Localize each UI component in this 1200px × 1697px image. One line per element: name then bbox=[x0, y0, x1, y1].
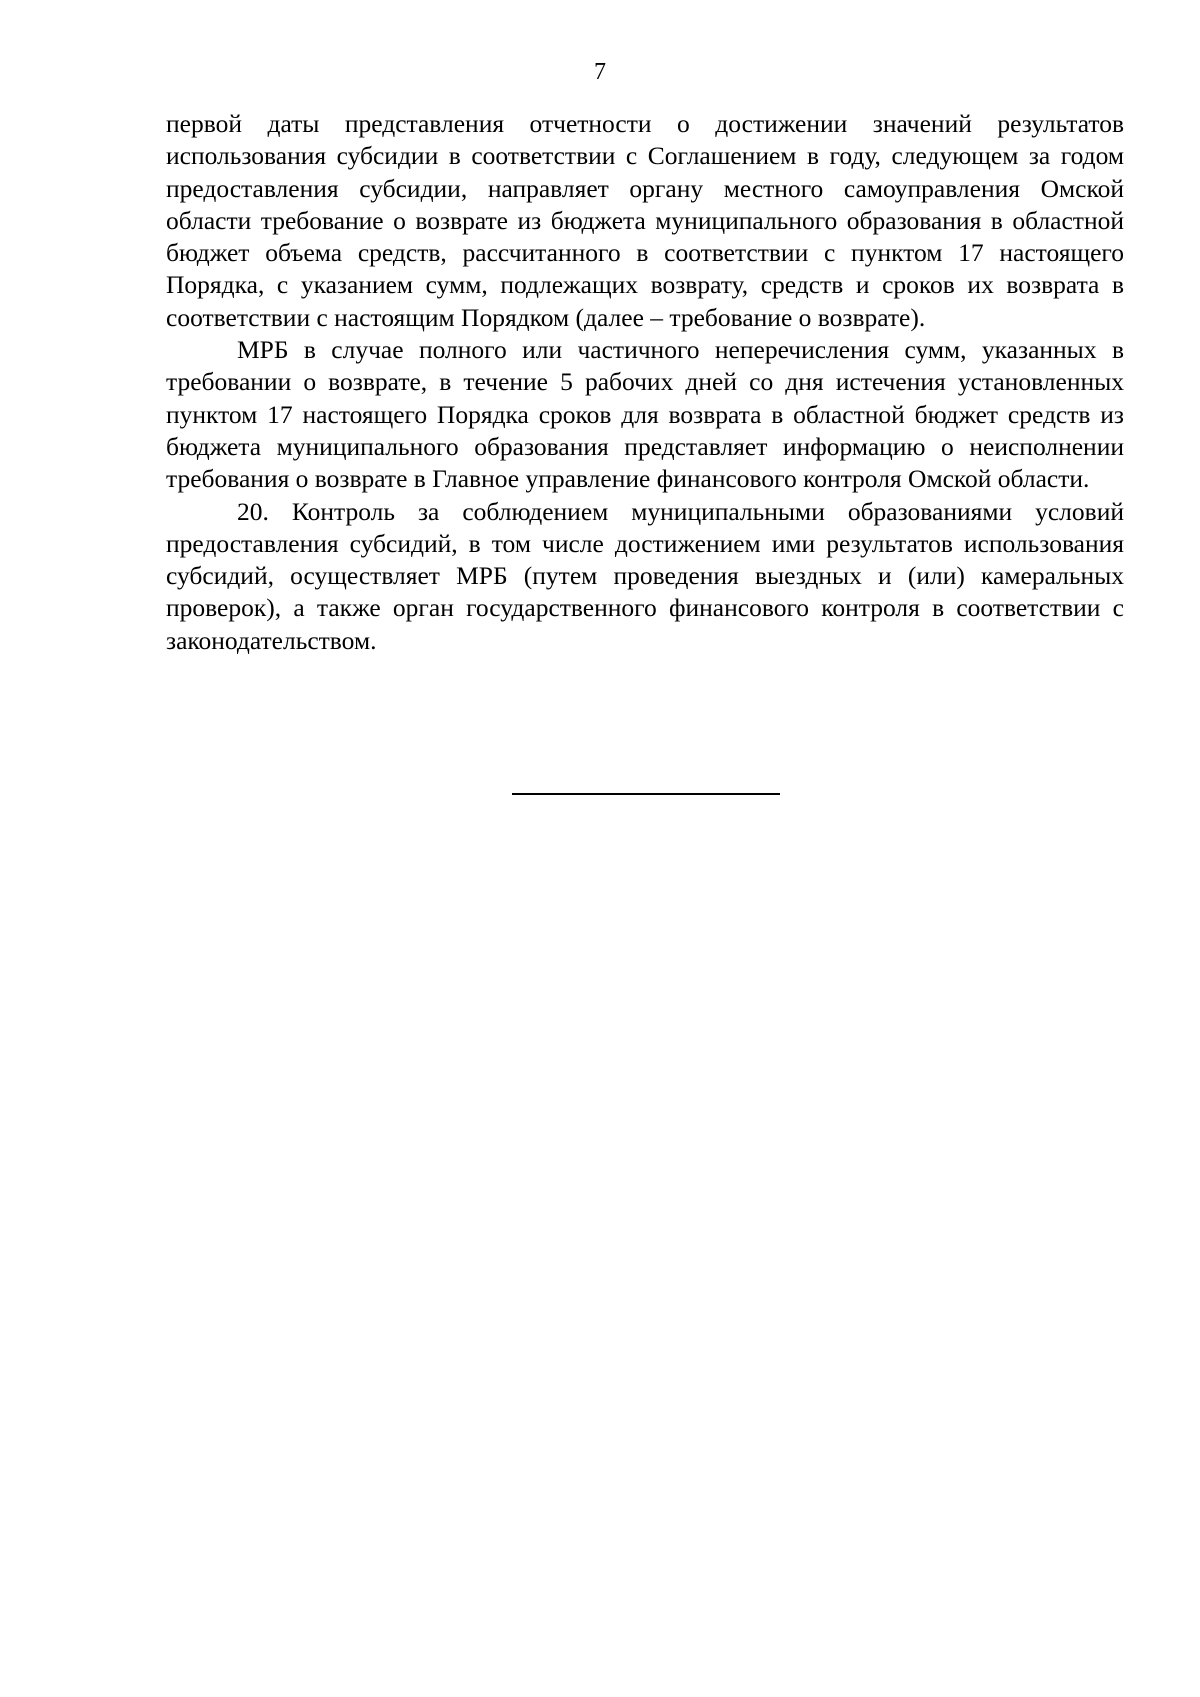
paragraph-mrb-nonpayment: МРБ в случае полного или частичного неперечисления сумм, указанных в требовании о возврате, в течение 5 рабочих дней со дня истечения установленных пунктом 17 настоящего Порядка сроков для возврата в областной бюджет средств из бюджета муниципального образования представляет информацию о неисполнении требования о возврате в Главное управление финансового контроля Омской области. bbox=[166, 335, 1124, 494]
paragraph-20-control: 20. Контроль за соблюдением муниципальными образованиями условий предоставления субсидий, в том числе достижением ими результатов использования субсидий, осуществляет МРБ (путем проведения выездных и (или) камеральных проверок), а также орган государственного финансового контроля в соответствии с законодательством. bbox=[166, 496, 1124, 655]
end-of-document-line bbox=[512, 793, 780, 795]
page-number: 7 bbox=[594, 59, 606, 85]
paragraph-return-requirement: первой даты представления отчетности о достижении значений результатов использования субсидии в соответствии с Соглашением в году, следующем за годом предоставления субсидии, направляет органу местного самоуправления Омской области требование о возврате из бюджета муниципального образования в областной бюджет объема средств, рассчитанного в соответствии с пунктом 17 настоящего Порядка, с указанием сумм, подлежащих возврату, средств и сроков их возврата в соответствии с настоящим Порядком (далее – требование о возврате). bbox=[166, 109, 1124, 332]
document-body bbox=[166, 108, 1124, 657]
